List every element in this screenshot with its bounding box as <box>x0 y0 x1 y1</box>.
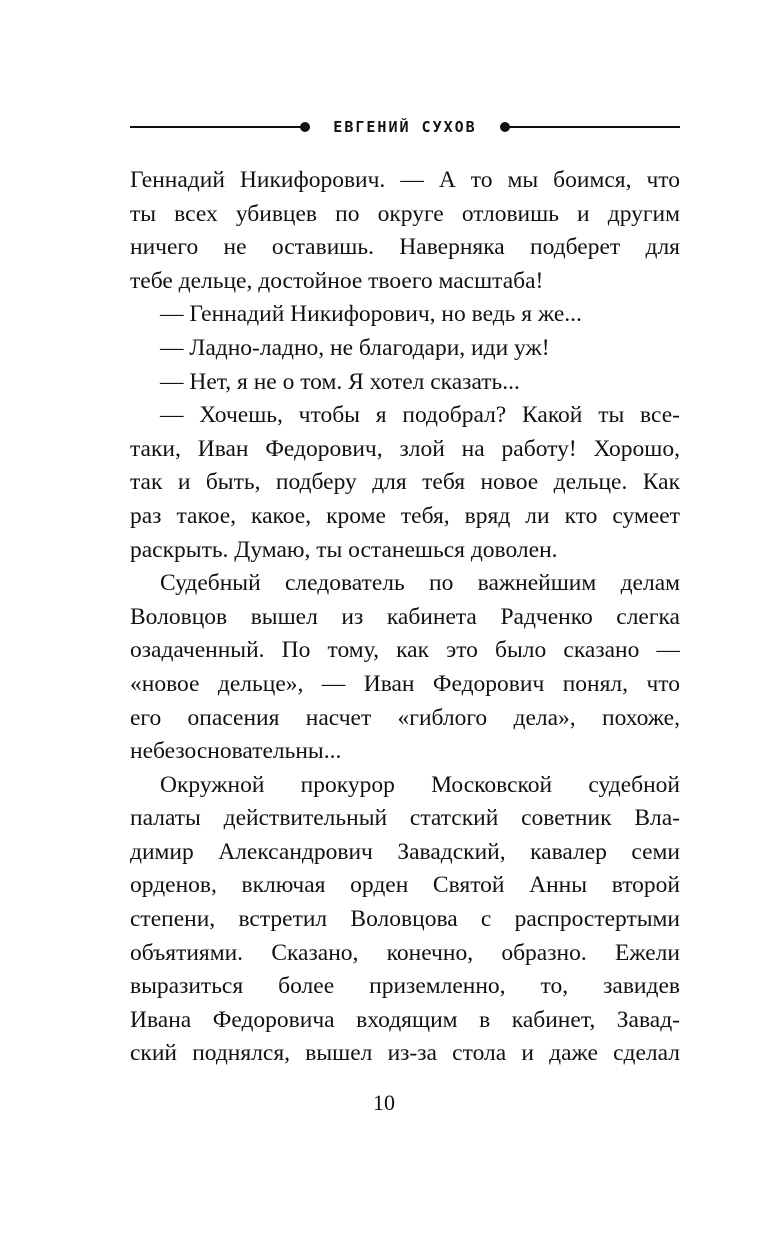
text-line: выразиться более приземленно, то, завидев <box>130 973 680 1000</box>
text-line: Ивана Федоровича входящим в кабинет, Завад- <box>130 1006 680 1033</box>
text-line: ничего не оставишь. Наверняка подберет для <box>130 234 680 261</box>
text-line: так и быть, подберу для тебя новое дельце. Как <box>130 469 680 496</box>
running-head <box>130 114 680 140</box>
text-line: таки, Иван Федорович, злой на работу! Хорошо, <box>130 435 680 462</box>
text-line: — Ладно-ладно, не благодари, иди уж! <box>160 334 550 361</box>
text-line: его опасения насчет «гиблого дела», похоже, <box>130 704 680 731</box>
text-line: раскрыть. Думаю, ты останешься доволен. <box>130 536 558 563</box>
text-line: Судебный следователь по важнейшим делам <box>160 570 680 597</box>
text-line: степени, встретил Воловцова с распростертыми <box>130 906 680 933</box>
text-line: небезосновательны... <box>130 738 342 765</box>
text-line: «новое дельце», — Иван Федорович понял, что <box>130 670 680 697</box>
text-line: — Геннадий Никифорович, но ведь я же... <box>160 301 582 328</box>
text-line: Геннадий Никифорович. — А то мы боимся, что <box>130 167 680 193</box>
page-number: 10 <box>373 1090 395 1115</box>
header-dot-left <box>300 122 310 132</box>
header-rule-right <box>506 126 680 128</box>
header-rule-left <box>130 126 302 128</box>
text-line: палаты действительный статский советник Вла- <box>130 805 680 832</box>
page-body-text <box>130 164 680 1071</box>
text-line: орденов, включая орден Святой Анны второй <box>130 872 680 899</box>
text-line: объятиями. Сказано, конечно, образно. Ежели <box>130 939 680 966</box>
text-line: ский поднялся, вышел из-за стола и даже сделал <box>130 1040 680 1067</box>
text-line: раз такое, какое, кроме тебя, вряд ли кто сумеет <box>130 502 680 529</box>
text-line: Воловцов вышел из кабинета Радченко слегка <box>130 603 680 630</box>
text-line: Окружной прокурор Московской судебной <box>160 771 680 798</box>
text-line: — Нет, я не о том. Я хотел сказать... <box>160 368 520 395</box>
text-line: озадаченный. По тому, как это было сказано — <box>130 637 680 664</box>
text-line: димир Александрович Завадский, кавалер семи <box>130 838 680 865</box>
text-line: ты всех убивцев по округе отловишь и другим <box>130 200 680 227</box>
text-line: тебе дельце, достойное твоего масштаба! <box>130 267 544 294</box>
text-line: — Хочешь, чтобы я подобрал? Какой ты все- <box>160 402 680 429</box>
author-name: ЕВГЕНИЙ СУХОВ <box>333 118 477 136</box>
